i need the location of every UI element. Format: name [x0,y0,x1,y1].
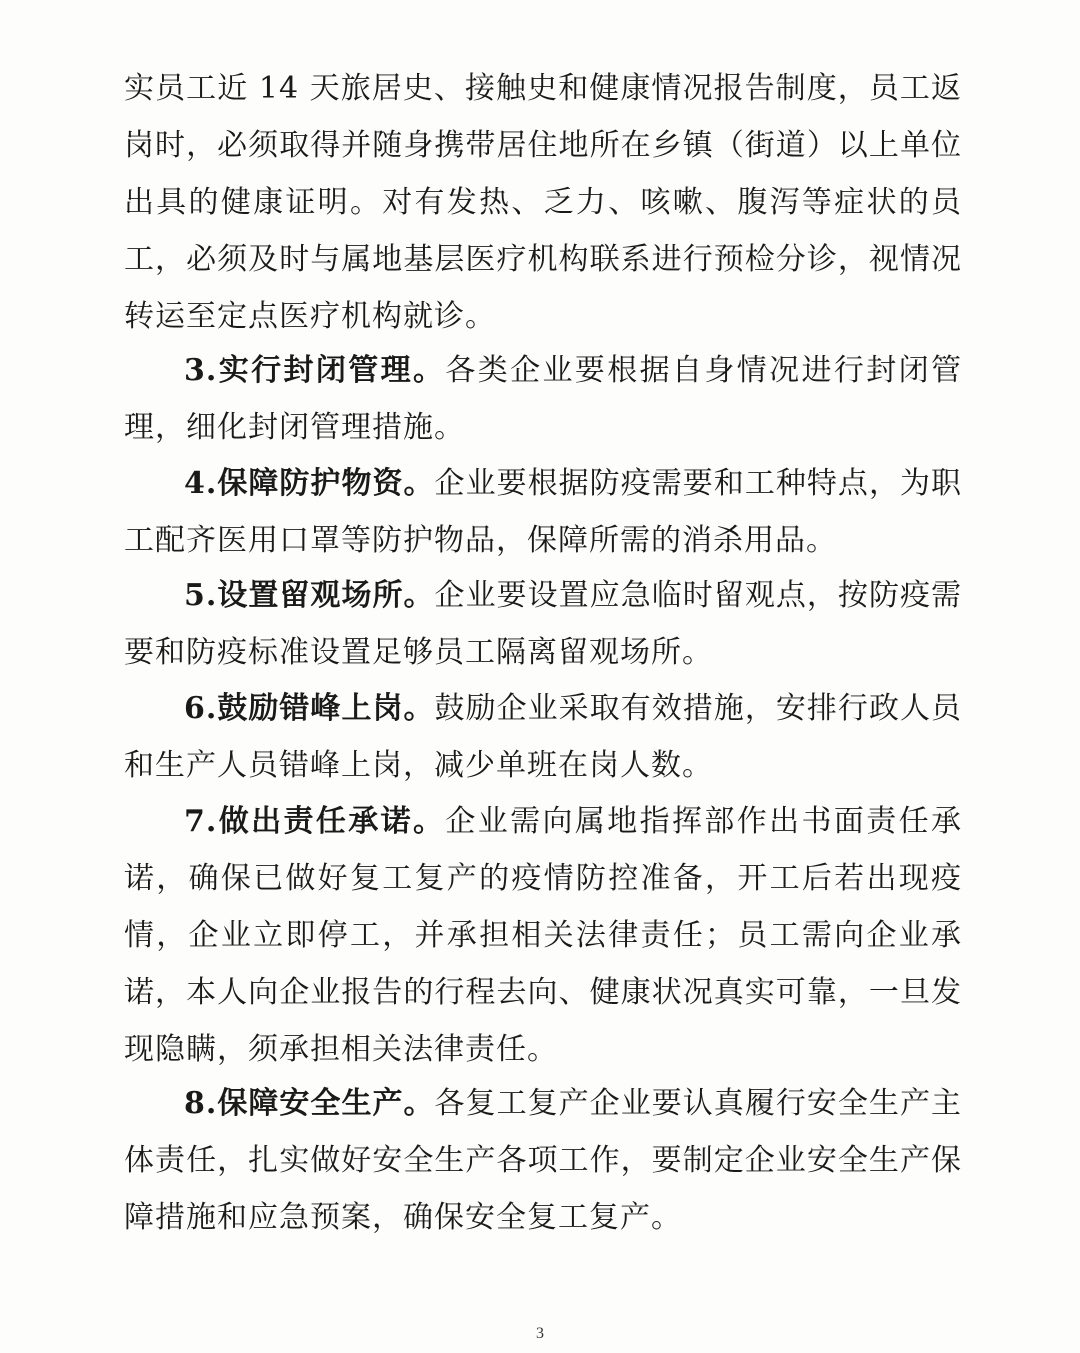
item-8-paragraph [124,1075,962,1246]
item-7-paragraph [124,793,962,1078]
item-4-paragraph [124,455,962,569]
item-5-paragraph [124,567,962,681]
item-7-body: 企业需向属地指挥部作出书面责任承诺，确保已做好复工复产的疫情防控准备，开工后若出现疫情，企业立即停工，并承担相关法律责任；员工需向企业承诺，本人向企业报告的行程去向、健康状况真实可靠，一旦发现隐瞒，须承担相关法律责任。 [124,804,962,1067]
item-6-paragraph [124,680,962,794]
continuation-paragraph [124,60,962,345]
item-8-title: 8.保障安全生产。 [184,1086,435,1121]
item-4-title: 4.保障防护物资。 [184,466,435,501]
item-6-title: 6.鼓励错峰上岗。 [184,691,435,726]
item-6-body: 鼓励企业采取有效措施，安排行政人员和生产人员错峰上岗，减少单班在岗人数。 [124,691,962,783]
item-5-title: 5.设置留观场所。 [184,578,435,613]
item-3-paragraph [124,342,962,456]
item-3-body: 各类企业要根据自身情况进行封闭管理，细化封闭管理措施。 [124,353,962,445]
item-7-title: 7.做出责任承诺。 [184,804,446,839]
continuation-text: 实员工近 14 天旅居史、接触史和健康情况报告制度，员工返岗时，必须取得并随身携带居住地所在乡镇（街道）以上单位出具的健康证明。对有发热、乏力、咳嗽、腹泻等症状的员工，必须及时与属地基层医疗机构联系进行预检分诊，视情况转运至定点医疗机构就诊。 [124,71,962,334]
item-5-body: 企业要设置应急临时留观点，按防疫需要和防疫标准设置足够员工隔离留观场所。 [124,578,962,670]
item-4-body: 企业要根据防疫需要和工种特点，为职工配齐医用口罩等防护物品，保障所需的消杀用品。 [124,466,962,558]
item-8-body: 各复工复产企业要认真履行安全生产主体责任，扎实做好安全生产各项工作，要制定企业安全生产保障措施和应急预案，确保安全复工复产。 [124,1086,962,1235]
item-3-title: 3.实行封闭管理。 [184,353,446,388]
page-number: 3 [536,1325,544,1342]
